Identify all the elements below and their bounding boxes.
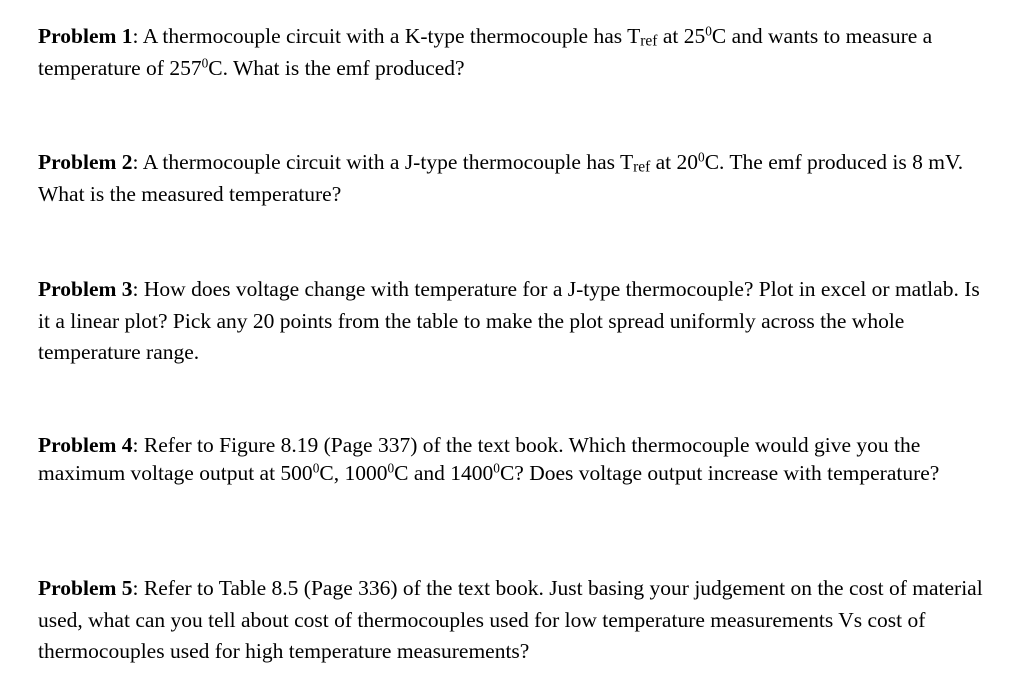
problem-1-text-part: : A thermocouple circuit with a K-type thermocouple has T xyxy=(132,24,641,48)
degree-superscript: 0 xyxy=(312,460,320,476)
problem-5 xyxy=(38,573,988,668)
degree-superscript: 0 xyxy=(201,55,209,71)
problem-2-label: Problem 2 xyxy=(38,150,133,174)
problem-1 xyxy=(38,21,988,84)
degree-superscript: 0 xyxy=(698,149,705,165)
problem-4-text-part: : Refer to Figure 8.19 (Page 337) of the text book. Which thermocouple would give you the maximum voltage output at 500 xyxy=(38,433,921,485)
degree-superscript: 0 xyxy=(387,460,395,476)
problem-4-text-part: C and 1400 xyxy=(394,460,494,485)
problem-1-text-part: C and wants to measure a temperature of 257 xyxy=(38,24,933,80)
problem-3 xyxy=(38,274,988,369)
problem-1-text-part: at 25 xyxy=(657,24,706,48)
problem-2-text-part: : A thermocouple circuit with a J-type thermocouple has T xyxy=(132,150,634,174)
problem-1-text-part: C. What is the emf produced? xyxy=(208,55,465,80)
problem-4-label: Problem 4 xyxy=(38,433,133,457)
degree-superscript: 0 xyxy=(705,23,712,39)
problem-3-text: : How does voltage change with temperature for a J-type thermocouple? Plot in excel or matlab. Is it a linear plot? Pick any 20 points from the table to make the plot spread uniformly across the whole temperature range. xyxy=(38,277,980,364)
problem-2 xyxy=(38,147,988,210)
problem-3-label: Problem 3 xyxy=(38,277,133,301)
problem-4-text-part: C? Does voltage output increase with temperature? xyxy=(499,460,940,485)
problem-5-label: Problem 5 xyxy=(38,576,133,600)
problem-2-text-part: at 20 xyxy=(650,150,699,174)
ref-subscript: ref xyxy=(633,158,651,176)
problem-2-text-part: C. The emf produced is 8 mV. What is the measured temperature? xyxy=(38,150,964,206)
problem-4-text-part: C, 1000 xyxy=(319,460,388,485)
degree-superscript: 0 xyxy=(493,460,500,476)
problem-5-text: : Refer to Table 8.5 (Page 336) of the text book. Just basing your judgement on the cost of material used, what can you tell about cost of thermocouples used for low temperature measurements Vs cost of thermocouples used for high temperature measurements? xyxy=(38,576,983,663)
problem-4 xyxy=(38,432,988,487)
problem-1-label: Problem 1 xyxy=(38,24,133,48)
ref-subscript: ref xyxy=(640,32,658,50)
